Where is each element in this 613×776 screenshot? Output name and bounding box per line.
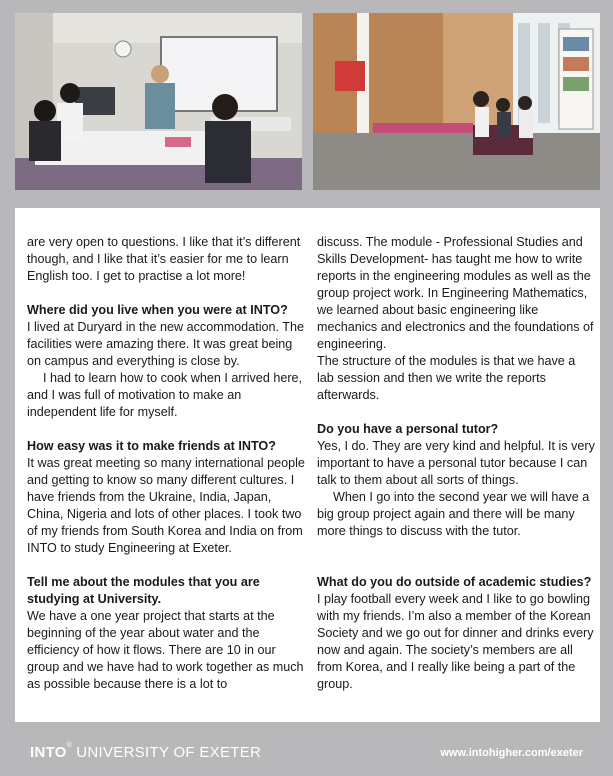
registered-mark: ® xyxy=(66,742,73,749)
paragraph-gap xyxy=(27,421,305,438)
interview-question: Where did you live when you were at INTO? xyxy=(27,303,288,317)
paragraph-gap xyxy=(317,557,595,574)
interview-question: How easy was it to make friends at INTO? xyxy=(27,439,276,453)
classroom-photo xyxy=(15,13,302,190)
interview-question: Tell me about the modules that you are studying at University. xyxy=(27,575,260,606)
paragraph-gap xyxy=(27,285,305,302)
website-url: www.intohigher.com/exeter xyxy=(440,747,583,759)
brand-university: UNIVERSITY OF EXETER xyxy=(76,744,262,761)
answer-paragraph: It was great meeting so many international people and getting to know so many different cultures. I have friends from the Ukraine, India, Japan, China, Nigeria and lots of other places. I took two of my friends from South Korea and India on from INTO to study Engineering at Exeter. xyxy=(27,456,305,555)
interview-question: Do you have a personal tutor? xyxy=(317,422,499,436)
answer-paragraph: Yes, I do. They are very kind and helpful. It is very important to have a personal tutor because I can talk to them about all sorts of things. xyxy=(317,439,595,487)
article-body xyxy=(15,208,600,722)
into-logo xyxy=(30,744,261,761)
paragraph-gap xyxy=(27,557,305,574)
answer-paragraph: are very open to questions. I like that it’s different though, and I like that it’s easier for me to learn English too. I get to practise a lot more! xyxy=(27,235,301,283)
answer-paragraph: I play football every week and I like to go bowling with my friends. I’m also a member of the Korean Society and we go out for dinner and drinks every now and again. The society’s members are all from Korea, and I really like being a part of the group. xyxy=(317,592,594,691)
paragraph-gap xyxy=(317,540,595,557)
brand-into: INTO xyxy=(30,744,67,761)
answer-paragraph: I lived at Duryard in the new accommodation. The facilities were amazing there. It was great being on campus and everything is close by. xyxy=(27,320,304,368)
footer xyxy=(0,732,613,776)
answer-paragraph: I had to learn how to cook when I arrived here, and I was full of motivation to make an independent life for myself. xyxy=(27,371,303,419)
interview-question: What do you do outside of academic studies? xyxy=(317,575,592,589)
answer-paragraph: discuss. The module - Professional Studies and Skills Development- has taught me how to write reports in the engineering modules as well as the group project work. In Engineering Mathematics, we learned about basic engineering like mechanics and electronics and the foundations of engineering. xyxy=(317,235,594,351)
answer-paragraph: When I go into the second year we will have a big group project again and there will be many more things to discuss with the tutor. xyxy=(317,490,590,538)
paragraph-gap xyxy=(317,404,595,421)
answer-paragraph: The structure of the modules is that we have a lab session and then we write the reports afterwards. xyxy=(317,354,576,402)
right-column xyxy=(317,234,595,693)
answer-paragraph: We have a one year project that starts at the beginning of the year about water and the efficiency of how it flows. There are 10 in our group and we have had to work together as much as possible because there is a lot to xyxy=(27,609,304,691)
atrium-photo xyxy=(313,13,600,190)
left-column xyxy=(27,234,305,693)
